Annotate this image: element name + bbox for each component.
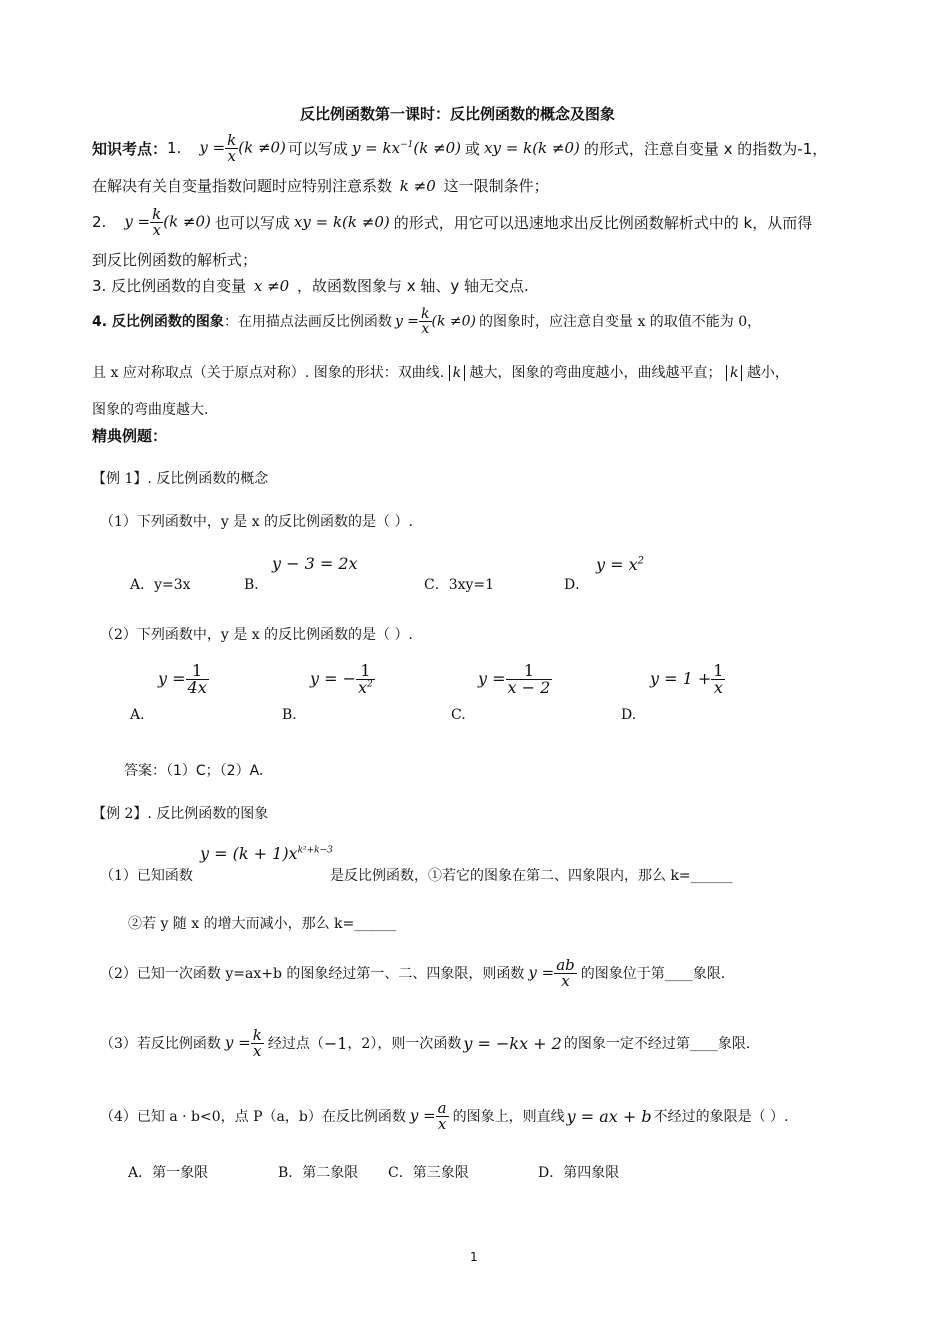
example-1-question-2: （2）下列函数中，y 是 x 的反比例函数的是（ ）. [100,627,413,643]
ex1-q1-option-d: D． [564,577,590,593]
kp1-number: 1. [167,139,182,157]
knowledge-point-2-cont: 到反比例函数的解析式； [92,251,258,269]
ex1-q1-option-b: B． [244,577,269,593]
knowledge-point-1-cont: 在解决有关自变量指数问题时应特别注意系数 k ≠0 这一限制条件； [92,177,549,195]
formula-y-eq-k-plus-1-x-power: $y = (k + 1)x^{k^2+k-3}$ [200,844,333,863]
example-1-question-1: （1）下列函数中，y 是 x 的反比例函数的是（ ）. [100,514,413,530]
ex1-q1-option-a: A．y=3x [130,577,191,593]
formula-y-eq-x-squared: $y = x^2$ [596,555,645,574]
formula-y-eq-1-over-4x: y = $\frac{1}{4x}$ [158,661,207,697]
ex2-q4-option-d: D．第四象限 [538,1165,620,1181]
examples-heading: 精典例题： [92,427,168,445]
formula-y-eq-1-plus-1-over-x: y = 1 + $\frac{1}{x}$ [650,661,724,697]
knowledge-point-1: 知识考点： 1. y = $\frac{k}{x}$ (k ≠0) 可以写成 $y = kx^{-1}(k \ne 0)$ 或 xy = k(k ≠0) 的形式，注意自变量 x 的指数为-1， [92,130,828,165]
example-1-title: 【例 1】. 反比例函数的概念 [92,471,269,487]
formula-y-eq-neg-kx-plus-2: y = −kx + 2 [463,1033,562,1053]
ex2-q1-suffix: 是反比例函数，①若它的图象在第二、四象限内，那么 k=______ [330,868,733,884]
example-2-title: 【例 2】. 反比例函数的图象 [92,806,269,822]
formula-y-eq-ax-plus-b: y = ax + b [566,1106,652,1126]
ex1-q2-option-a: A. [130,707,145,723]
formula-y-eq-1-over-x-minus-2: y = $\frac{1}{x - 2}$ [478,661,551,697]
ex2-question-2: （2）已知一次函数 y=ax+b 的图象经过第一、二、四象限，则函数 y = $\frac{ab}{x}$ 的图象位于第____象限. [100,955,726,990]
formula-y-minus-3-eq-2x: y − 3 = 2x [272,554,358,573]
page-title: 反比例函数第一课时：反比例函数的概念及图象 [300,105,616,123]
formula-y-eq-k-over-x: y = $\frac{k}{x}$ [224,1025,262,1060]
formula-y-eq-k-over-x: y = $\frac{k}{x}$ (k ≠0) [124,204,211,239]
ex2-question-3: （3）若反比例函数 y = $\frac{k}{x}$ 经过点（ −1 ，2），则一次函数 y = −kx + 2 的图象一定不经过第____象限. [100,1025,751,1060]
formula-x-neq-0: x ≠0 [253,277,290,295]
ex2-q4-option-a: A．第一象限 [128,1165,209,1181]
ex2-question-4: （4）已知 a · b<0，点 P（a，b）在反比例函数 y = $\frac{a}{x}$ 的图象上，则直线 y = ax + b 不经过的象限是（ ）. [100,1098,789,1133]
formula-y-eq-kx-inverse: $y = kx^{-1}(k \ne 0)$ [351,139,462,157]
formula-neg-1: −1 [323,1033,348,1053]
ex2-q4-option-b: B．第二象限 [278,1165,359,1181]
formula-k-neq-0: k ≠0 [399,177,436,195]
ex2-q1-prefix: （1）已知函数 [100,868,193,884]
knowledge-heading: 知识考点： [92,139,168,158]
ex2-q4-option-c: C．第三象限 [388,1165,469,1181]
example-1-answer: 答案：（1）C；（2）A. [124,763,264,779]
formula-y-eq-k-over-x: y = $\frac{k}{x}$ (k ≠0) [394,305,477,337]
ex2-q1-part-2: ②若 y 随 x 的增大而减小，那么 k=______ [128,916,397,932]
knowledge-point-4-cont: 且 x 应对称取点（关于原点对称）. 图象的形状：双曲线. k 越大，图象的弯曲度越小，曲线越平直； k 越小， [92,365,789,381]
ex1-q2-option-b: B. [282,707,297,723]
formula-xy-eq-k: xy = k(k ≠0) [293,213,390,231]
ex1-q1-option-c: C．3xy=1 [424,577,495,593]
knowledge-point-4: 4. 反比例函数的图象 ：在用描点法画反比例函数 y = $\frac{k}{x}$ (k ≠0) 的图象时，应注意自变量 x 的取值不能为 0， [92,305,762,337]
formula-y-eq-k-over-x: y = $\frac{k}{x}$ (k ≠0) [199,130,286,165]
formula-y-eq-neg-1-over-x-squared: y = − $\frac{1}{x^2}$ [310,661,373,697]
formula-abs-k: k [449,365,465,381]
knowledge-point-4-end: 图象的弯曲度越大. [92,402,209,418]
ex1-q2-option-c: C. [451,707,466,723]
formula-y-eq-a-over-x: y = $\frac{a}{x}$ [409,1098,447,1133]
formula-abs-k: k [726,365,742,381]
formula-xy-eq-k: xy = k(k ≠0) [484,139,580,157]
ex1-q2-option-d: D. [621,707,637,723]
formula-y-eq-ab-over-x: y = $\frac{ab}{x}$ [528,955,575,990]
knowledge-point-3: 3. 反比例函数的自变量 x ≠0 ，故函数图象与 x 轴、y 轴无交点. [92,277,529,295]
knowledge-point-2: 2. y = $\frac{k}{x}$ (k ≠0) 也可以写成 xy = k(k ≠0) 的形式，用它可以迅速地求出反比例函数解析式中的 k，从而得 [92,204,813,239]
page-number: 1 [470,1250,478,1264]
